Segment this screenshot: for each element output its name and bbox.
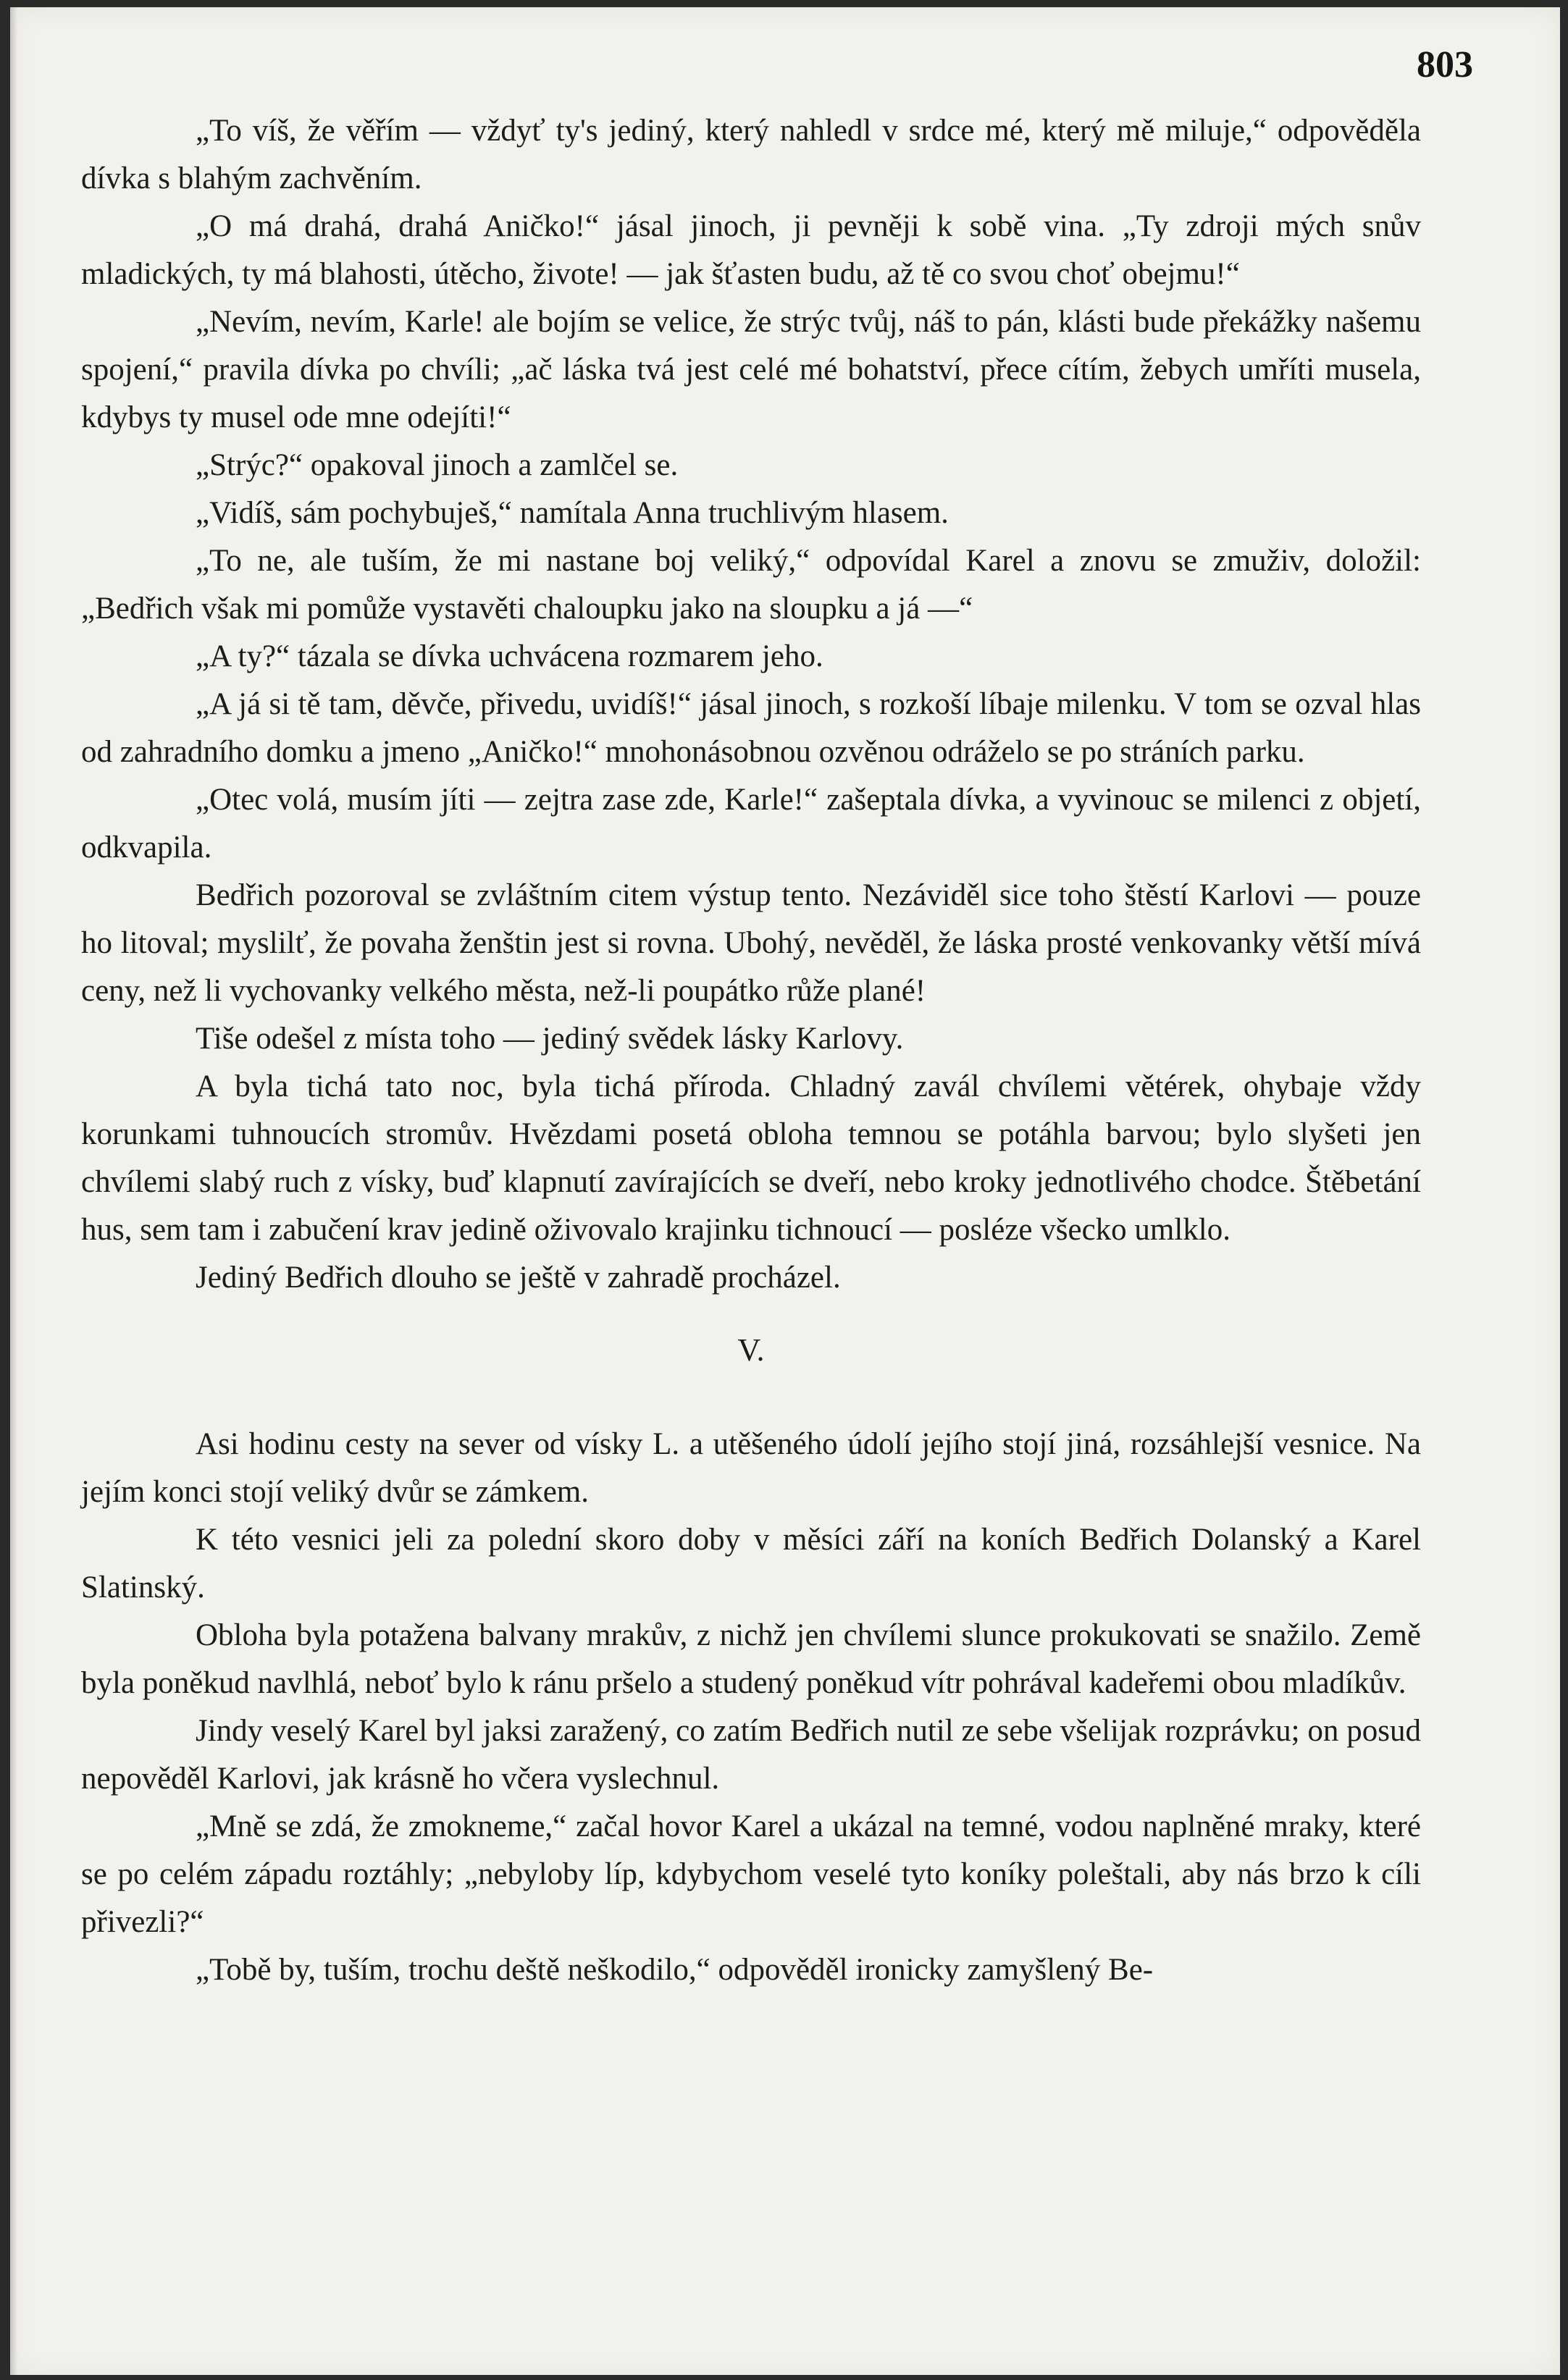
body-text bbox=[81, 107, 1421, 1994]
paragraph: „Nevím, nevím, Karle! ale bojím se velice, že strýc tvůj, náš to pán, klásti bude překážky našemu spojení,“ pravila dívka po chvíli; „ač láska tvá jest celé mé bohatství, přece cítím, žebych umříti musela, kdybys ty musel ode mne odejíti!“ bbox=[81, 305, 1421, 434]
paragraph: A byla tichá tato noc, byla tichá příroda. Chladný zavál chvílemi větérek, ohybaje vždy korunkami tuhnoucích stromův. Hvězdami posetá obloha temnou se potáhla barvou; bylo slyšeti jen chvílemi slabý ruch z vísky, buď klapnutí zavírajících se dveří, nebo kroky jednotlivého chodce. Štěbetání hus, sem tam i zabučení krav jedině oživovalo krajinku tichnoucí — posléze všecko umlklo. bbox=[81, 1069, 1421, 1247]
paragraph: „Otec volá, musím jíti — zejtra zase zde, Karle!“ zašeptala dívka, a vyvinouc se milenci z objetí, odkvapila. bbox=[81, 783, 1421, 865]
chapter-heading: V. bbox=[737, 1332, 765, 1368]
book-page bbox=[10, 7, 1560, 2375]
paragraph: „A ty?“ tázala se dívka uchvácena rozmarem jeho. bbox=[196, 639, 823, 673]
paragraph: „Tobě by, tuším, trochu deště neškodilo,“ odpověděl ironicky zamyšlený Be- bbox=[196, 1953, 1154, 1987]
paragraph: Obloha byla potažena balvany mrakův, z nichž jen chvílemi slunce prokukovati se snažilo. Země byla poněkud navlhlá, neboť bylo k ránu pršelo a studený poněkud vítr pohrával kadeřemi obou mladíkův. bbox=[81, 1618, 1421, 1700]
paragraph: „O má drahá, drahá Aničko!“ jásal jinoch, ji pevněji k sobě vina. „Ty zdroji mých snův mladických, ty má blahosti, útěcho, živote! — jak šťasten budu, až tě co svou choť obejmu!“ bbox=[81, 209, 1421, 291]
paragraph: Jediný Bedřich dlouho se ještě v zahradě procházel. bbox=[196, 1261, 841, 1295]
paragraph: „A já si tě tam, děvče, přivedu, uvidíš!“ jásal jinoch, s rozkoší líbaje milenku. V tom se ozval hlas od zahradního domku a jmeno „Aničko!“ mnohonásobnou ozvěnou odráželo se po stráních parku. bbox=[81, 687, 1421, 769]
paragraph: „Strýc?“ opakoval jinoch a zamlčel se. bbox=[196, 448, 679, 482]
paragraph: Asi hodinu cesty na sever od vísky L. a utěšeného údolí jejího stojí jiná, rozsáhlejší vesnice. Na jejím konci stojí veliký dvůr se zámkem. bbox=[81, 1427, 1421, 1509]
paragraph: „To ne, ale tuším, že mi nastane boj veliký,“ odpovídal Karel a znovu se zmuživ, doložil: „Bedřich však mi pomůže vystavěti chaloupku jako na sloupku a já —“ bbox=[81, 544, 1421, 626]
page-number: 803 bbox=[1417, 44, 1473, 85]
paragraph: Tiše odešel z místa toho — jediný svědek lásky Karlovy. bbox=[196, 1022, 904, 1056]
paragraph: Jindy veselý Karel byl jaksi zaražený, co zatím Bedřich nutil ze sebe všelijak rozprávku; on posud nepověděl Karlovi, jak krásně ho včera vyslechnul. bbox=[81, 1714, 1421, 1796]
paragraph: K této vesnici jeli za polední skoro doby v měsíci září na koních Bedřich Dolanský a Karel Slatinský. bbox=[81, 1523, 1421, 1605]
paragraph: Bedřich pozoroval se zvláštním citem výstup tento. Nezáviděl sice toho štěstí Karlovi — pouze ho litoval; myslilť, že povaha ženštin jest si rovna. Ubohý, nevěděl, že láska prosté venkovanky větší mívá ceny, než li vychovanky velkého města, než-li poupátko růže plané! bbox=[81, 878, 1421, 1008]
paragraph: „Vidíš, sám pochybuješ,“ namítala Anna truchlivým hlasem. bbox=[196, 496, 949, 530]
paragraph: „To víš, že věřím — vždyť ty's jediný, který nahledl v srdce mé, který mě miluje,“ odpověděla dívka s blahým zachvěním. bbox=[81, 114, 1421, 195]
paragraph: „Mně se zdá, že zmokneme,“ začal hovor Karel a ukázal na temné, vodou naplněné mraky, které se po celém západu roztáhly; „nebyloby líp, kdybychom veselé tyto koníky poleštali, aby nás brzo k cíli přivezli?“ bbox=[81, 1809, 1421, 1939]
